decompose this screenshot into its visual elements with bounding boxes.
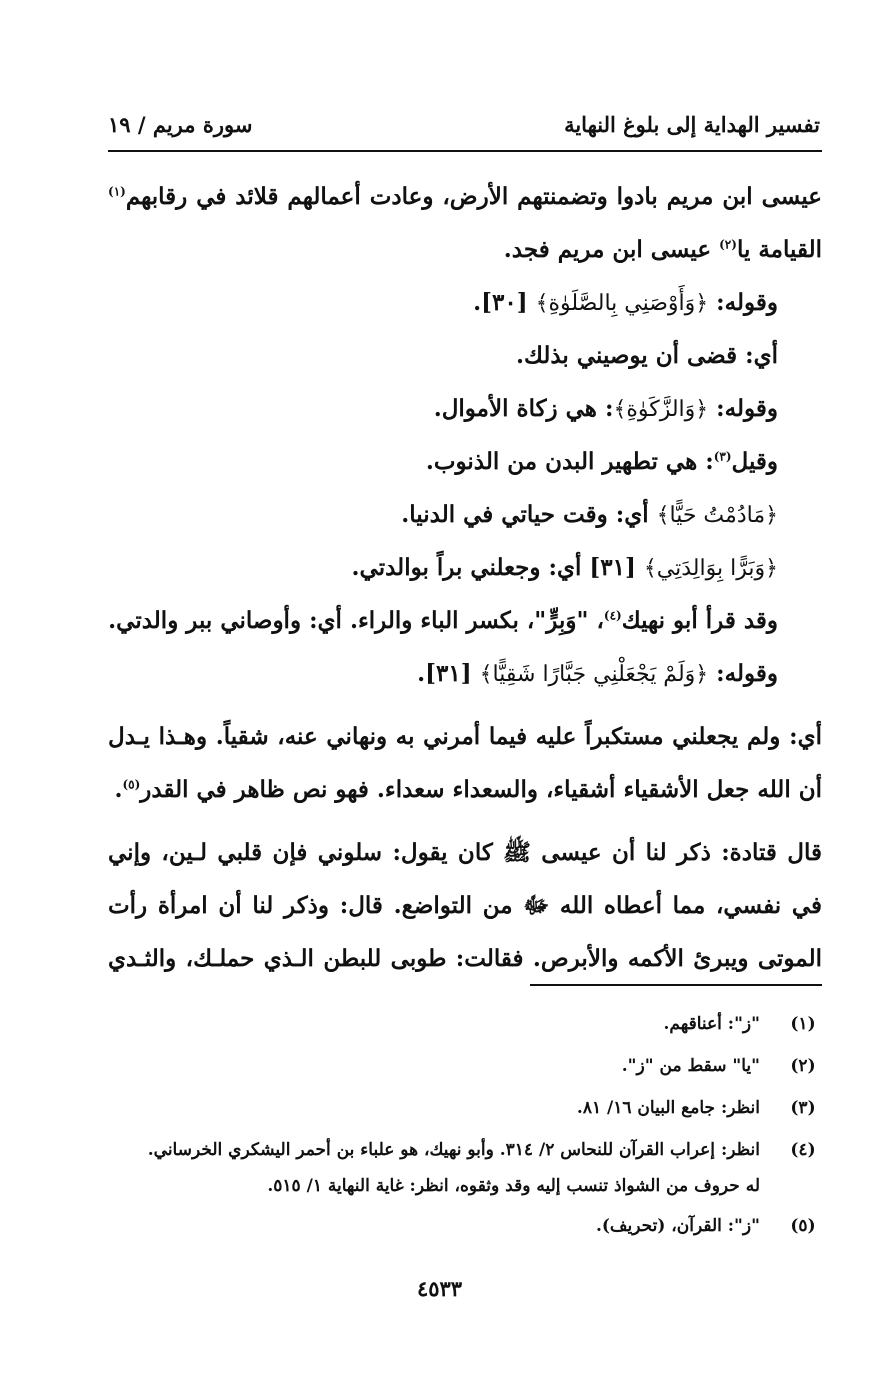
text-span: وقد قرأ أبو نهيك [621,607,778,634]
text-span: القيامة يا [736,236,822,263]
quran-verse: ﴿وَالزَّكَوٰةِ﴾ [613,397,709,422]
text-line-8 [108,541,822,594]
text-span: وقوله: [708,395,778,422]
footnote-text: انظر: إعراب القرآن للنحاس ٢/ ٣١٤. وأبو نهيك، هو علباء بن أحمر اليشكري الخرساني. [147,1140,760,1160]
text-line-12 [108,763,822,816]
book-title: تفسير الهداية إلى بلوغ النهاية [564,112,820,137]
text-span: [٣٠]. [473,289,536,316]
footnote-number: (٤) [790,1140,816,1160]
footnotes [108,1010,822,1254]
page-number: ٤٥٣٣ [416,1276,463,1301]
footnote-number: (٣) [790,1098,816,1118]
footnote-number: (٥) [790,1216,816,1236]
text-line-4: أي: قضى أن يوصيني بذلك. [515,342,778,369]
spacer [108,816,822,826]
footnote-1 [108,1010,822,1052]
quran-verse: ﴿وَأَوْصَنِي بِالصَّلَوٰةِ﴾ [535,291,709,316]
text-span: عيسى ابن مريم فجد. [503,236,720,263]
footnote-4 [108,1136,822,1212]
text-line-2 [108,223,822,276]
text-line-5 [108,382,822,435]
header-rule [108,150,822,152]
text-span: [٣١] أي: وجعلني براً بوالدتي. [351,554,644,581]
text-line-1 [108,170,822,223]
text-line-11: أي: ولم يجعلني مستكبراً عليه فيما أمرني به ونهاني عنه، شقياً. وهـذا يـدل [108,723,822,750]
footnote-text: "ز": أعناقهم. [663,1014,760,1034]
footnote-number: (١) [790,1014,816,1034]
footnote-ref-2: (٢) [719,237,737,252]
text-span: : هي تطهير البدن من الذنوب. [425,448,714,475]
spacer [108,700,822,710]
quran-verse: ﴿وَبَرًّا بِوَالِدَتِي﴾ [643,556,778,581]
text-line-9 [108,594,822,647]
footnote-separator [530,984,822,986]
footnote-ref-1: (١) [108,184,126,199]
text-span: أن الله جعل الأشقياء أشقياء، والسعداء سعداء. فهو نص ظاهر في القدر [140,776,822,803]
footnote-ref-3: (٣) [713,449,732,464]
text-line-6 [108,435,822,488]
running-header [108,104,820,148]
text-line-13: قال قتادة: ذكر لنا أن عيسى ﷺ كان يقول: سلوني فإن قلبي لـين، وإني [108,839,822,866]
footnote-text: انظر: جامع البيان ١٦/ ٨١. [576,1098,760,1118]
footnote-text: "ز": القرآن، (تحريف). [595,1216,760,1236]
quran-verse: ﴿مَادُمْتُ حَيًّا﴾ [656,503,778,528]
footnote-text: "يا" سقط من "ز". [621,1056,760,1076]
text-span: وقوله: [708,660,778,687]
quran-verse: ﴿وَلَمْ يَجْعَلْنِي جَبَّارًا شَقِيًّا﴾ [479,662,709,687]
footnote-3 [108,1094,822,1136]
text-span: . [114,776,123,803]
text-span: أي: وقت حياتي في الدنيا. [401,501,657,528]
footnote-number: (٢) [790,1056,816,1076]
surah-label: سورة مريم / ١٩ [108,112,253,137]
footnote-2 [108,1052,822,1094]
text-line-7 [108,488,822,541]
text-line-15: الموتى ويبرئ الأكمه والأبرص. فقالت: طوبى للبطن الـذي حملـك، والثـدي [108,945,822,972]
text-span: [٣١]. [417,660,480,687]
footnote-5 [108,1212,822,1254]
text-line-14: في نفسي، مما أعطاه الله ﷻ من التواضع. قال: وذكر لنا أن امرأة رأت [108,892,822,919]
text-span: : هي زكاة الأموال. [433,395,614,422]
text-span: عيسى ابن مريم بادوا وتضمنتهم الأرض، وعادت أعمالهم قلائد في رقابهم [125,183,822,210]
text-line-10 [108,647,822,700]
footnote-continuation: له حروف من الشواذ تنسب إليه وقد وثقوه، انظر: غاية النهاية ١/ ٥١٥. [267,1176,760,1196]
text-span: وقيل [731,448,778,475]
text-span: ، "وَبِرٍّ"، بكسر الباء والراء. أي: وأوصاني ببر والدتي. [108,607,604,634]
text-span: وقوله: [708,289,778,316]
footnote-ref-5: (٥) [122,777,141,792]
body-text [108,170,822,985]
text-line-3 [108,276,822,329]
footnote-ref-4: (٤) [603,608,622,623]
